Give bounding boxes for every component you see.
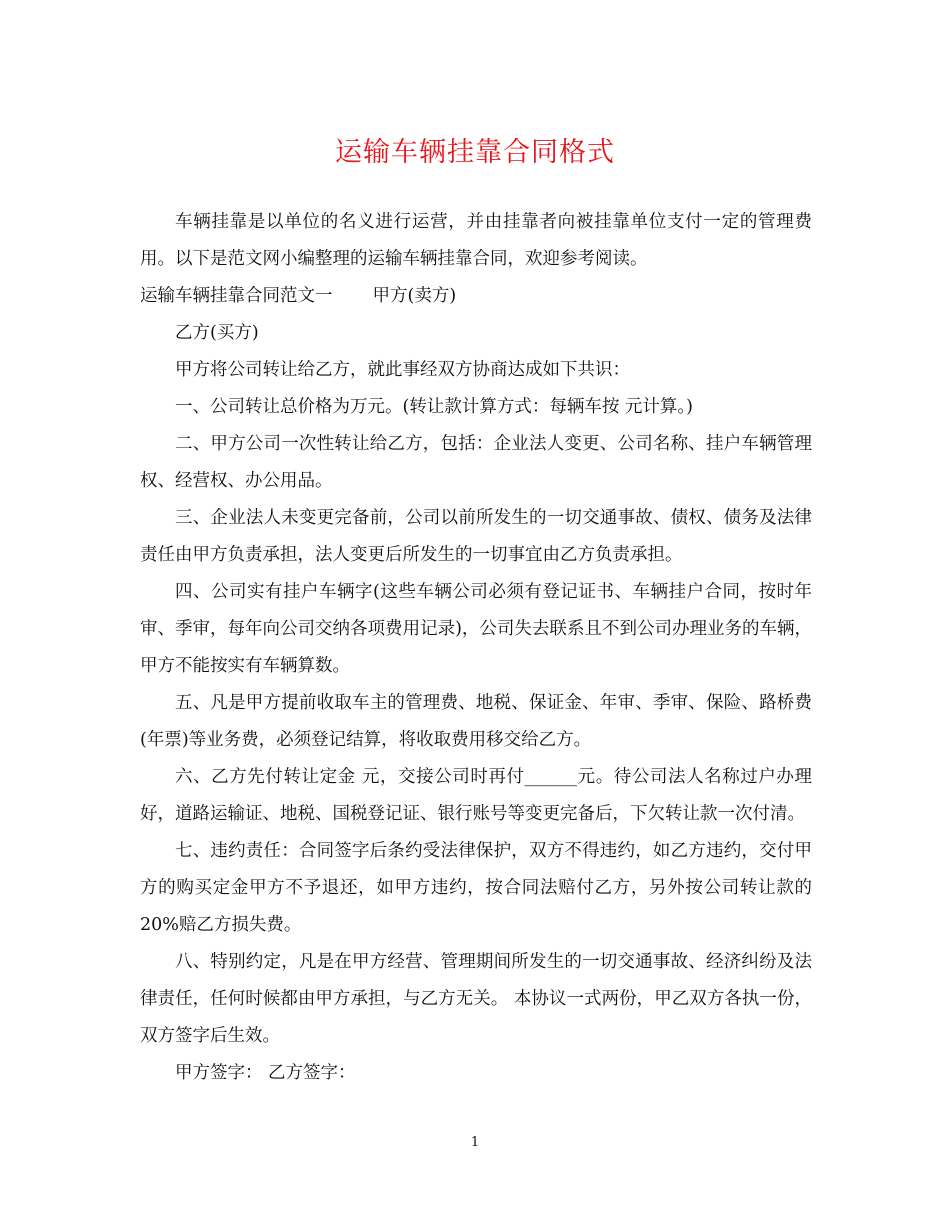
contract-heading-line: [140, 278, 812, 315]
clause-2: 二、甲方公司一次性转让给乙方，包括：企业法人变更、公司名称、挂户车辆管理权、经营权、办公用品。: [140, 434, 812, 491]
clause-6-part-1: 六、乙方先付转让定金 元，交接公司时再付: [175, 767, 525, 787]
party-a-label: 甲方(卖方): [372, 286, 457, 306]
clause-6-part-2: 元。待公司法人名称过户办理好，道路运输证、地税、国税登记证、银行账号等变更完备后，下欠转让款一次付清。: [140, 767, 813, 824]
clause-3: 三、企业法人未变更完备前，公司以前所发生的一切交通事故、债权、债务及法律责任由甲方负责承担，法人变更后所发生的一切事宜由乙方负责承担。: [140, 508, 812, 565]
clause-6: [140, 759, 812, 833]
document-title: 运输车辆挂靠合同格式: [335, 137, 615, 168]
clause-7: 七、违约责任：合同签字后条约受法律保护，双方不得违约，如乙方违约，交付甲方的购买定金甲方不予退还，如甲方违约，按合同法赔付乙方，另外按公司转让款的20%赔乙方损失费。: [140, 841, 812, 935]
clause-1: 一、公司转让总价格为万元。(转让款计算方式：每辆车按 元计算。): [175, 397, 693, 417]
page-number: 1: [470, 1135, 480, 1150]
clause-6-blank: ______: [524, 767, 578, 787]
clause-8: 八、特别约定，凡是在甲方经营、管理期间所发生的一切交通事故、经济纠纷及法律责任，任何时候都由甲方承担，与乙方无关。 本协议一式两份，甲乙双方各执一份，双方签字后生效。: [140, 952, 812, 1046]
clause-4: 四、公司实有挂户车辆字(这些车辆公司必须有登记证书、车辆挂户合同，按时年审、季审，每年向公司交纳各项费用记录)，公司失去联系且不到公司办理业务的车辆，甲方不能按实有车辆算数。: [140, 582, 812, 676]
intro-paragraph: 车辆挂靠是以单位的名义进行运营，并由挂靠者向被挂靠单位支付一定的管理费用。以下是范文网小编整理的运输车辆挂靠合同，欢迎参考阅读。: [140, 212, 812, 269]
party-b-label: 乙方(买方): [175, 323, 259, 343]
document-body: [140, 204, 812, 1092]
clause-5: 五、凡是甲方提前收取车主的管理费、地税、保证金、年审、季审、保险、路桥费(年票)等业务费，必须登记结算，将收取费用移交给乙方。: [140, 693, 812, 750]
preamble-paragraph: 甲方将公司转让给乙方，就此事经双方协商达成如下共识：: [175, 360, 630, 380]
contract-heading: 运输车辆挂靠合同范文一: [140, 286, 333, 306]
signature-line: 甲方签字： 乙方签字：: [175, 1063, 356, 1083]
